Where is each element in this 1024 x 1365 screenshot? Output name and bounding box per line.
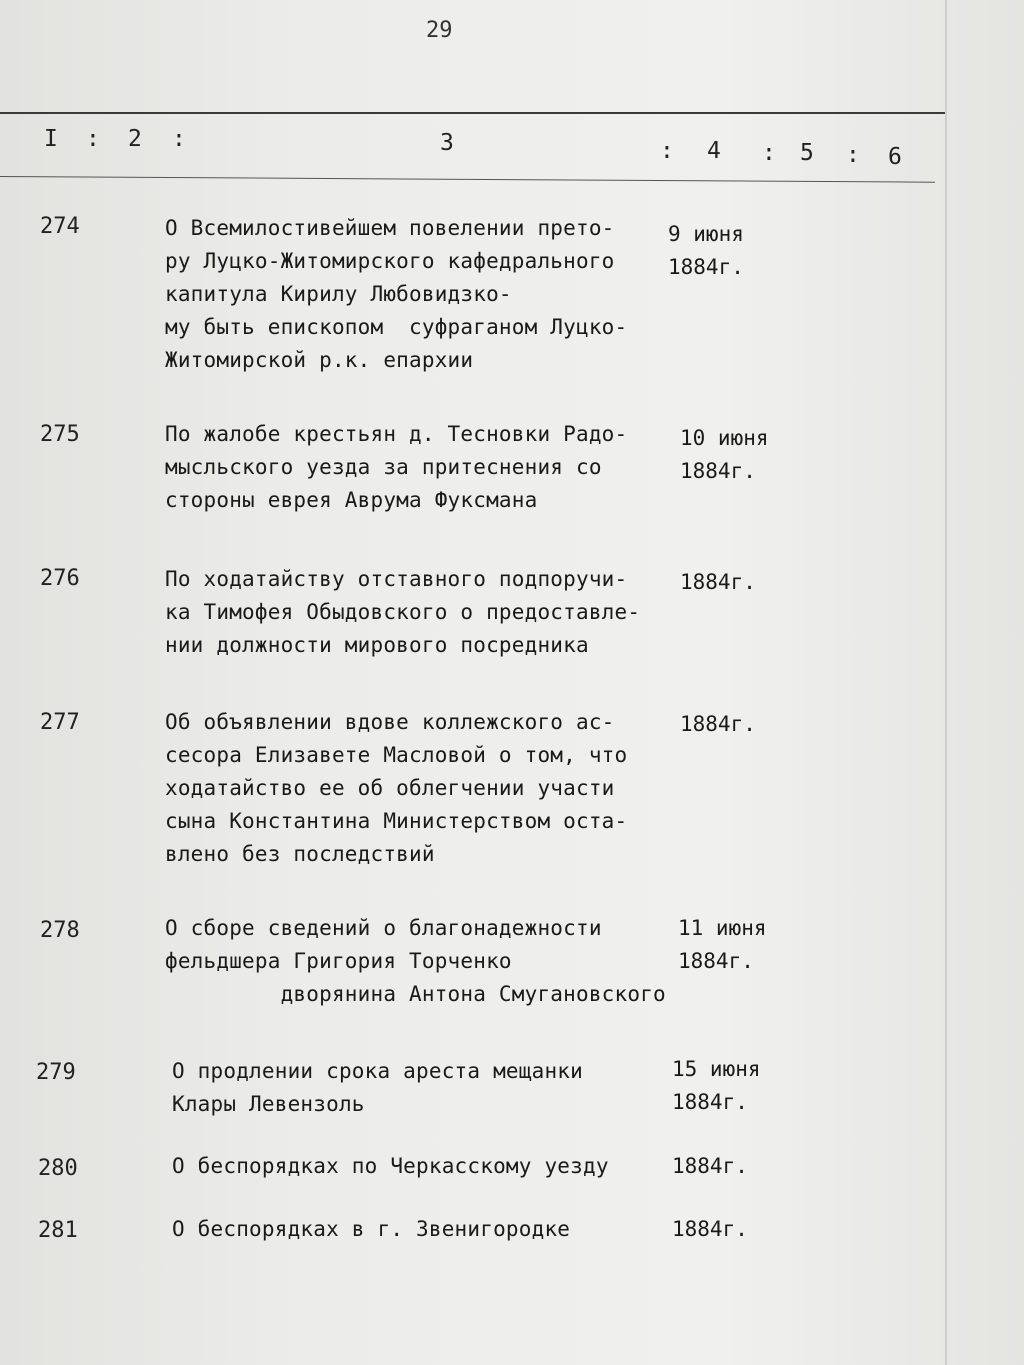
entry-description: О беспорядках в г. Звенигородке bbox=[172, 1217, 571, 1241]
entry-description: Об объявлении вдове коллежского ас- сесора Елизавете Масловой о том, что ходатайство ее об облегчении участи сына Константина Министерством оста- влено без последствий bbox=[165, 710, 628, 866]
entry-date: 1884г. bbox=[672, 1154, 748, 1178]
entry-date: 11 июня 1884г. bbox=[678, 916, 767, 973]
entry-number: 281 bbox=[38, 1218, 78, 1243]
entry-date: 15 июня 1884г. bbox=[672, 1057, 761, 1114]
entry-date: 1884г. bbox=[680, 570, 756, 594]
column-number-1: I bbox=[44, 126, 58, 152]
entry-number: 279 bbox=[36, 1060, 76, 1085]
entry-number: 280 bbox=[38, 1156, 78, 1181]
entry-number: 278 bbox=[40, 918, 80, 943]
entry-description: О сборе сведений о благонадежности фельдшера Григория Торченко дворянина Антона Смугановского bbox=[165, 916, 666, 1006]
column-separator: : bbox=[660, 138, 674, 164]
entry-description: О продлении срока ареста мещанки Клары Левензоль bbox=[172, 1059, 583, 1116]
column-number-4: 4 bbox=[707, 138, 721, 164]
column-separator: : bbox=[172, 126, 186, 152]
entry-number: 274 bbox=[40, 214, 80, 239]
page-fold bbox=[945, 0, 947, 1365]
column-number-6: 6 bbox=[888, 144, 902, 170]
page-number: 29 bbox=[426, 18, 453, 43]
column-number-2: 2 bbox=[128, 126, 142, 152]
entry-date: 9 июня 1884г. bbox=[668, 222, 744, 279]
column-separator: : bbox=[86, 126, 100, 152]
entry-number: 275 bbox=[40, 422, 80, 447]
entry-date: 10 июня 1884г. bbox=[680, 426, 769, 483]
entry-description: О Всемилостивейшем повелении прето- ру Луцко-Житомирского кафедрального капитула Кирилу Любовидзко- му быть епископом суфраганом Луцко- Житомирской р.к. епархии bbox=[165, 216, 628, 372]
entry-description: По жалобе крестьян д. Тесновки Радо- мысльского уезда за притеснения со стороны еврея Аврума Фуксмана bbox=[165, 422, 628, 512]
entry-number: 276 bbox=[40, 566, 80, 591]
entry-date: 1884г. bbox=[680, 712, 756, 736]
entry-description: О беспорядках по Черкасскому уезду bbox=[172, 1154, 609, 1178]
column-separator: : bbox=[846, 142, 860, 168]
column-number-3: 3 bbox=[440, 130, 454, 156]
entry-date: 1884г. bbox=[672, 1217, 748, 1241]
column-number-5: 5 bbox=[800, 140, 814, 166]
entry-number: 277 bbox=[40, 710, 80, 735]
column-separator: : bbox=[762, 140, 776, 166]
header-rule-top bbox=[0, 112, 945, 114]
entry-description: По ходатайству отставного подпоручи- ка Тимофея Обыдовского о предоставле- нии должности мирового посредника bbox=[165, 567, 641, 657]
